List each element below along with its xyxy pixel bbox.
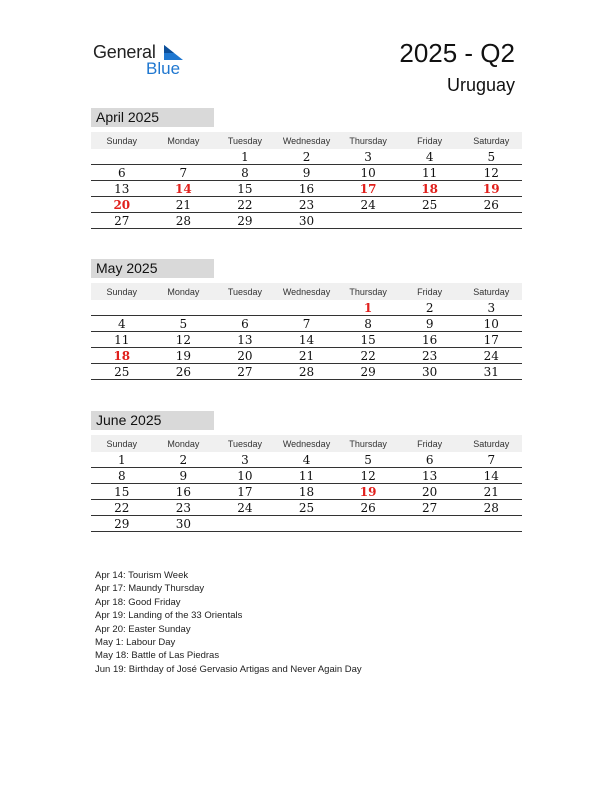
day-cell: 6 (241, 316, 249, 331)
day-cell: 13 (114, 181, 130, 196)
day-cell: 25 (114, 364, 130, 379)
day-cell: 7 (487, 452, 496, 467)
day-cell: 28 (298, 364, 315, 379)
day-cell: 1 (117, 452, 126, 467)
day-cell: 14 (175, 181, 192, 196)
week-row (91, 149, 522, 165)
day-cell: 22 (360, 348, 376, 363)
week-row (91, 468, 522, 484)
holiday-note: May 1: Labour Day (95, 637, 176, 649)
day-cell: 7 (302, 316, 311, 331)
month-calendar-june (91, 411, 522, 532)
weekday-label: Wednesday (282, 286, 331, 297)
page-title: 2025 - Q2 (399, 38, 515, 68)
holiday-note: May 18: Battle of Las Piedras (95, 650, 220, 662)
weekday-label: Sunday (106, 135, 138, 146)
weekday-label: Saturday (473, 135, 510, 146)
day-cell: 3 (364, 149, 372, 164)
day-cell: 3 (241, 452, 249, 467)
day-cell: 22 (237, 197, 253, 212)
day-cell: 25 (422, 197, 438, 212)
day-cell: 30 (298, 213, 315, 228)
country-name: Uruguay (446, 75, 515, 95)
day-cell: 6 (425, 452, 434, 467)
day-cell: 2 (302, 149, 311, 164)
day-cell: 4 (117, 316, 126, 331)
day-cell: 31 (483, 364, 499, 379)
day-cell: 14 (298, 332, 315, 347)
day-cell: 26 (360, 500, 376, 515)
day-cell: 1 (241, 149, 249, 164)
day-cell: 5 (487, 149, 496, 164)
day-cell: 15 (237, 181, 253, 196)
weekday-label: Friday (417, 286, 443, 297)
weekday-header-row (91, 283, 522, 300)
weekday-label: Thursday (349, 286, 387, 297)
generalblue-logo (93, 42, 193, 78)
day-cell: 21 (175, 197, 191, 212)
weekday-label: Sunday (106, 286, 138, 297)
day-cell: 30 (175, 516, 191, 531)
weekday-label: Friday (417, 438, 443, 449)
month-calendar-may (91, 259, 522, 380)
day-cell: 20 (422, 484, 438, 499)
holiday-note: Apr 17: Maundy Thursday (95, 583, 205, 595)
holiday-note: Apr 18: Good Friday (95, 596, 181, 608)
day-cell: 20 (113, 197, 131, 212)
weekday-label: Tuesday (227, 135, 263, 146)
day-cell: 2 (425, 300, 434, 315)
day-cell: 15 (114, 484, 130, 499)
day-cell: 23 (298, 197, 315, 212)
day-cell: 17 (483, 332, 499, 347)
weekday-label: Thursday (349, 135, 387, 146)
week-row (91, 484, 522, 500)
day-cell: 19 (359, 484, 377, 499)
day-cell: 17 (359, 181, 377, 196)
holiday-note: Apr 19: Landing of the 33 Orientals (95, 610, 243, 622)
day-cell: 27 (114, 213, 130, 228)
day-cell: 28 (175, 213, 191, 228)
day-cell: 15 (360, 332, 376, 347)
week-row (91, 213, 522, 229)
weekday-label: Monday (167, 286, 200, 297)
day-cell: 8 (117, 468, 126, 483)
day-cell: 4 (302, 452, 311, 467)
day-cell: 8 (364, 316, 372, 331)
day-cell: 24 (360, 197, 376, 212)
weekday-label: Tuesday (227, 438, 263, 449)
week-row (91, 500, 522, 516)
day-cell: 13 (422, 468, 438, 483)
week-row (91, 316, 522, 332)
day-cell: 13 (237, 332, 253, 347)
day-cell: 6 (117, 165, 126, 180)
day-cell: 4 (425, 149, 434, 164)
week-row (91, 332, 522, 348)
logo-general-text: General (93, 42, 156, 62)
holiday-note: Apr 20: Easter Sunday (95, 623, 191, 635)
day-cell: 5 (364, 452, 372, 467)
weekday-label: Friday (417, 135, 443, 146)
week-row (91, 300, 522, 316)
day-cell: 29 (360, 364, 376, 379)
day-cell: 22 (114, 500, 130, 515)
day-cell: 8 (241, 165, 249, 180)
day-cell: 11 (422, 165, 438, 180)
week-row (91, 348, 522, 364)
day-cell: 14 (483, 468, 499, 483)
month-grid (91, 132, 522, 229)
day-cell: 28 (483, 500, 499, 515)
day-cell: 10 (360, 165, 376, 180)
day-cell: 12 (360, 468, 376, 483)
week-row (91, 364, 522, 380)
day-cell: 21 (483, 484, 499, 499)
logo-blue-text: Blue (146, 59, 181, 78)
day-cell: 9 (179, 468, 188, 483)
day-cell: 19 (175, 348, 191, 363)
month-calendar-april (91, 108, 522, 229)
day-cell: 16 (298, 181, 315, 196)
day-cell: 24 (483, 348, 499, 363)
week-row (91, 165, 522, 181)
day-cell: 16 (422, 332, 438, 347)
holiday-note: Apr 14: Tourism Week (95, 570, 189, 581)
day-cell: 23 (422, 348, 438, 363)
weekday-label: Saturday (473, 286, 510, 297)
day-cell: 18 (113, 348, 131, 363)
day-cell: 24 (237, 500, 253, 515)
holiday-notes (95, 569, 362, 676)
day-cell: 19 (482, 181, 500, 196)
day-cell: 12 (483, 165, 499, 180)
weekday-header-row (91, 435, 522, 452)
month-label: May 2025 (91, 259, 214, 278)
day-cell: 12 (175, 332, 191, 347)
weekday-header-row (91, 132, 522, 149)
day-cell: 27 (422, 500, 438, 515)
day-cell: 1 (363, 300, 373, 315)
day-cell: 26 (175, 364, 191, 379)
day-cell: 7 (179, 165, 188, 180)
month-grid (91, 283, 522, 380)
day-cell: 21 (298, 348, 315, 363)
day-cell: 11 (114, 332, 130, 347)
day-cell: 2 (179, 452, 188, 467)
day-cell: 20 (237, 348, 253, 363)
weekday-label: Wednesday (282, 438, 331, 449)
day-cell: 5 (179, 316, 188, 331)
weekday-label: Saturday (473, 438, 510, 449)
day-cell: 16 (175, 484, 191, 499)
week-row (91, 197, 522, 213)
month-label: June 2025 (91, 411, 214, 430)
week-row (91, 181, 522, 197)
day-cell: 9 (302, 165, 311, 180)
day-cell: 18 (421, 181, 439, 196)
weekday-label: Monday (167, 438, 200, 449)
day-cell: 11 (298, 468, 315, 483)
day-cell: 26 (483, 197, 499, 212)
day-cell: 27 (237, 364, 253, 379)
month-label: April 2025 (91, 108, 214, 127)
day-cell: 10 (237, 468, 253, 483)
day-cell: 23 (175, 500, 191, 515)
week-row (91, 516, 522, 532)
day-cell: 30 (422, 364, 438, 379)
day-cell: 18 (298, 484, 315, 499)
holiday-note: Jun 19: Birthday of José Gervasio Artigas and Never Again Day (95, 663, 362, 675)
day-cell: 17 (237, 484, 253, 499)
weekday-label: Wednesday (282, 135, 331, 146)
day-cell: 25 (298, 500, 315, 515)
weekday-label: Sunday (106, 438, 138, 449)
month-grid (91, 435, 522, 532)
weekday-label: Thursday (349, 438, 387, 449)
day-cell: 10 (483, 316, 499, 331)
week-row (91, 452, 522, 468)
day-cell: 9 (425, 316, 434, 331)
day-cell: 29 (237, 213, 253, 228)
weekday-label: Monday (167, 135, 200, 146)
weekday-label: Tuesday (227, 286, 263, 297)
day-cell: 3 (487, 300, 496, 315)
day-cell: 29 (114, 516, 130, 531)
